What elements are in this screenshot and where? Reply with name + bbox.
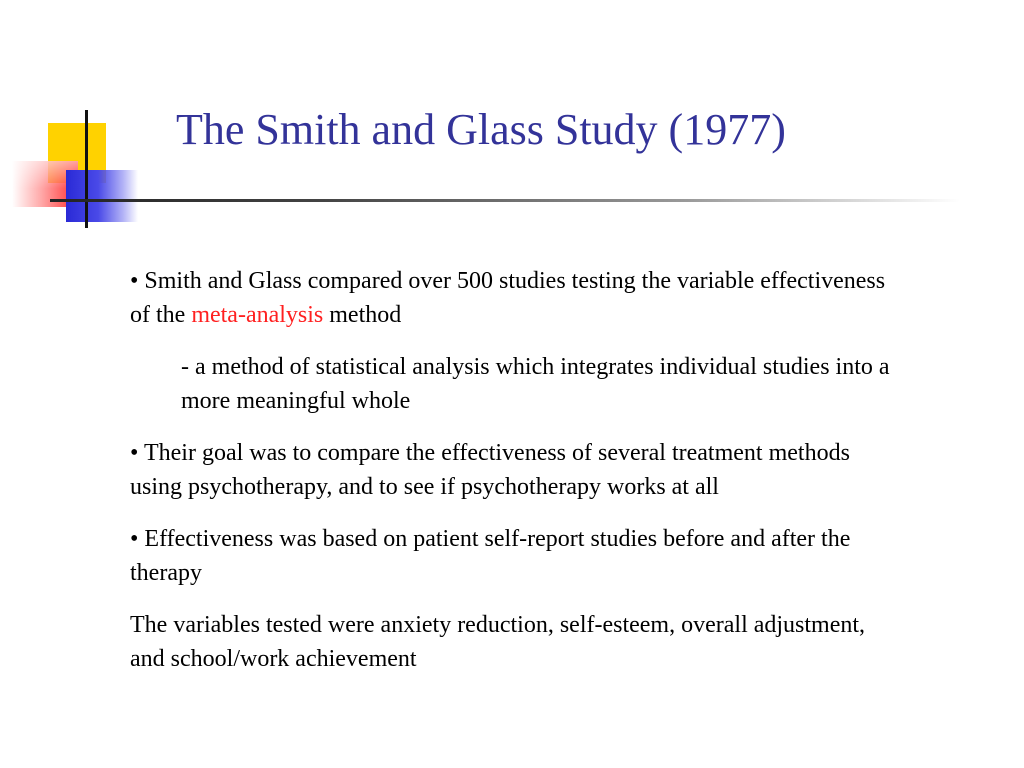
decorative-logo xyxy=(0,0,150,240)
slide-body xyxy=(130,264,890,694)
bullet-1 xyxy=(130,264,890,332)
highlight-term: meta-analysis xyxy=(191,302,324,328)
slide-title: The Smith and Glass Study (1977) xyxy=(176,105,786,154)
vertical-rule xyxy=(85,110,88,228)
closing-paragraph: The variables tested were anxiety reduction, self-esteem, overall adjustment, and school/work achievement xyxy=(130,612,866,672)
title-underline xyxy=(50,199,960,202)
bullet-2: • Their goal was to compare the effectiveness of several treatment methods using psychotherapy, and to see if psychotherapy works at all xyxy=(130,440,850,500)
sub-bullet-1: - a method of statistical analysis which integrates individual studies into a more meaningful whole xyxy=(181,354,890,414)
bullet-1-text-b: method xyxy=(323,302,402,328)
bullet-3: • Effectiveness was based on patient self-report studies before and after the therapy xyxy=(130,526,851,586)
bullet-1-text-a: • Smith and Glass compared over 500 studies testing the variable effectiveness of the xyxy=(130,268,886,328)
blue-square xyxy=(66,170,138,222)
